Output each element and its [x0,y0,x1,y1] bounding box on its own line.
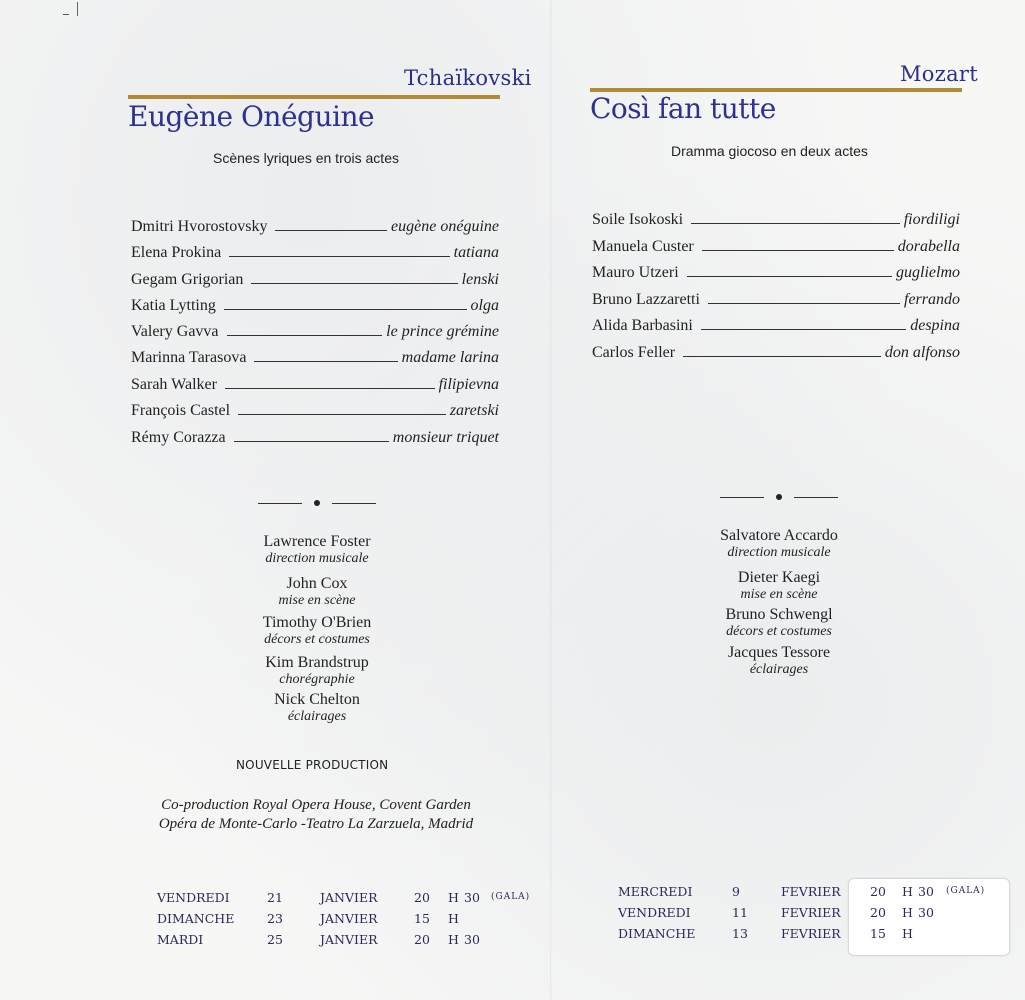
date-month: JANVIER [320,932,378,947]
credit-block [217,691,417,724]
role-name: guglielmo [896,264,960,281]
date-num: 11 [732,905,748,920]
date-row [157,932,547,953]
credit-role: chorégraphie [279,672,355,687]
leader-line [254,361,397,362]
leader-line [251,283,457,284]
singer-name: Rémy Corazza [131,429,226,446]
role-name: dorabella [897,238,960,255]
date-h: H [448,911,459,926]
role-name: ferrando [904,291,960,308]
credit-block [217,614,417,647]
singer-name: Elena Prokina [131,244,222,261]
role-name: eugène onéguine [391,218,499,235]
date-month: FEVRIER [781,884,841,899]
date-hour: 20 [870,884,886,899]
credit-name: Salvatore Accardo [720,527,838,544]
cast-row [131,240,499,262]
date-hour: 20 [870,905,886,920]
leader-line [683,356,881,357]
credit-name: Bruno Schwengl [725,606,833,623]
date-h: H [902,905,913,920]
divider-dot [314,500,320,506]
credit-block [679,606,879,639]
right-panel-cosi-fan-tutte [552,0,1025,1000]
credit-role: décors et costumes [264,632,370,647]
leader-line [229,256,449,257]
date-month: FEVRIER [781,905,841,920]
leader-line [275,230,387,231]
date-num: 23 [267,911,283,926]
date-row [618,905,1018,926]
composer-name: Mozart [900,62,979,86]
date-day: VENDREDI [618,905,691,920]
opera-title: Così fan tutte [590,92,776,125]
credit-name: Jacques Tessore [727,644,831,661]
singer-name: Sarah Walker [131,376,217,393]
singer-name: François Castel [131,402,231,419]
leader-line [691,223,900,224]
cast-row [592,234,960,256]
gold-rule [128,95,500,99]
date-day: MERCREDI [618,884,693,899]
date-note: (GALA) [491,892,531,902]
credit-name: Nick Chelton [274,691,360,708]
role-name: olga [470,297,499,314]
date-num: 21 [267,890,283,905]
date-hour: 20 [414,932,430,947]
role-name: fiordiligi [903,211,960,228]
date-num: 9 [732,884,740,899]
cast-row [592,260,960,282]
singer-name: Katia Lytting [131,297,216,314]
leader-line [701,329,906,330]
date-h: H [448,932,459,947]
cast-row [131,214,499,236]
date-row [157,911,547,932]
credit-name: Dieter Kaegi [737,569,821,586]
date-hour: 15 [870,926,886,941]
role-name: filipievna [438,376,499,393]
date-h: H [902,884,913,899]
date-hour: 20 [414,890,430,905]
singer-name: Marinna Tarasova [131,349,247,366]
credit-name: John Cox [286,575,348,592]
role-name: le prince grémine [386,323,499,340]
role-name: don alfonso [884,344,960,361]
opera-title: Eugène Onéguine [128,100,375,133]
role-name: lenski [461,271,499,288]
credit-name: Timothy O'Brien [262,614,372,631]
credit-block [217,533,417,566]
leader-line [227,335,383,336]
date-min: 30 [464,932,480,947]
singer-name: Dmitri Hvorostovsky [131,218,268,235]
production-note: NOUVELLE PRODUCTION [236,758,389,772]
credit-block [679,569,879,602]
credit-role: décors et costumes [726,624,832,639]
cast-row [131,372,499,394]
performance-dates [618,884,1018,947]
date-min: 30 [464,890,480,905]
credit-role: éclairages [287,709,347,724]
cast-row [131,293,499,315]
cast-row [131,345,499,367]
date-month: JANVIER [320,890,378,905]
credit-name: Lawrence Foster [263,533,371,550]
role-name: despina [910,317,960,334]
cast-row [131,425,499,447]
leader-line [238,414,446,415]
leader-line [224,309,467,310]
singer-name: Manuela Custer [592,238,694,255]
date-day: VENDREDI [157,890,230,905]
cast-row [131,267,499,289]
singer-name: Soile Isokoski [592,211,684,228]
cast-row [592,340,960,362]
date-num: 25 [267,932,283,947]
cast-row [592,287,960,309]
section-divider [258,498,376,508]
credit-role: éclairages [749,662,809,677]
divider-dot [776,494,782,500]
credit-block [217,575,417,608]
date-day: DIMANCHE [618,926,696,941]
date-h: H [448,890,459,905]
coproduction-line: Co-production Royal Opera House, Covent Garden [161,797,471,813]
date-row [618,884,1018,905]
role-name: zaretski [449,402,499,419]
singer-name: Carlos Feller [592,344,676,361]
role-name: madame larina [401,349,499,366]
cast-row [131,398,499,420]
opera-subtitle: Scènes lyriques en trois actes [213,150,399,166]
leader-line [225,388,435,389]
date-day: DIMANCHE [157,911,235,926]
credit-block [679,644,879,677]
credit-block [217,654,417,687]
date-h: H [902,926,913,941]
credit-role: direction musicale [265,551,369,566]
cast-row [131,319,499,341]
date-month: JANVIER [320,911,378,926]
coproduction-line: Opéra de Monte-Carlo -Teatro La Zarzuela, Madrid [158,816,474,832]
singer-name: Bruno Lazzaretti [592,291,700,308]
credit-role: mise en scène [740,587,818,602]
leader-line [702,250,894,251]
leader-line [687,276,892,277]
singer-name: Gegam Grigorian [131,271,244,288]
date-month: FEVRIER [781,926,841,941]
credit-name: Kim Brandstrup [265,654,369,671]
date-min: 30 [918,884,934,899]
leader-line [708,303,900,304]
singer-name: Mauro Utzeri [592,264,679,281]
leader-line [234,441,389,442]
date-hour: 15 [414,911,430,926]
role-name: monsieur triquet [392,429,499,446]
date-row [618,926,1018,947]
cast-row [592,207,960,229]
performance-dates [157,890,547,953]
date-note: (GALA) [946,886,986,896]
composer-name: Tchaïkovski [404,66,532,90]
date-day: MARDI [157,932,204,947]
opera-subtitle: Dramma giocoso en deux actes [671,143,868,159]
section-divider [720,492,838,502]
credit-role: mise en scène [278,593,356,608]
date-min: 30 [918,905,934,920]
date-row [157,890,547,911]
singer-name: Valery Gavva [131,323,219,340]
credit-role: direction musicale [727,545,831,560]
credit-block [679,527,879,560]
role-name: tatiana [453,244,499,261]
singer-name: Alida Barbasini [592,317,693,334]
date-num: 13 [732,926,748,941]
cast-row [592,313,960,335]
coproduction-text [120,796,512,834]
